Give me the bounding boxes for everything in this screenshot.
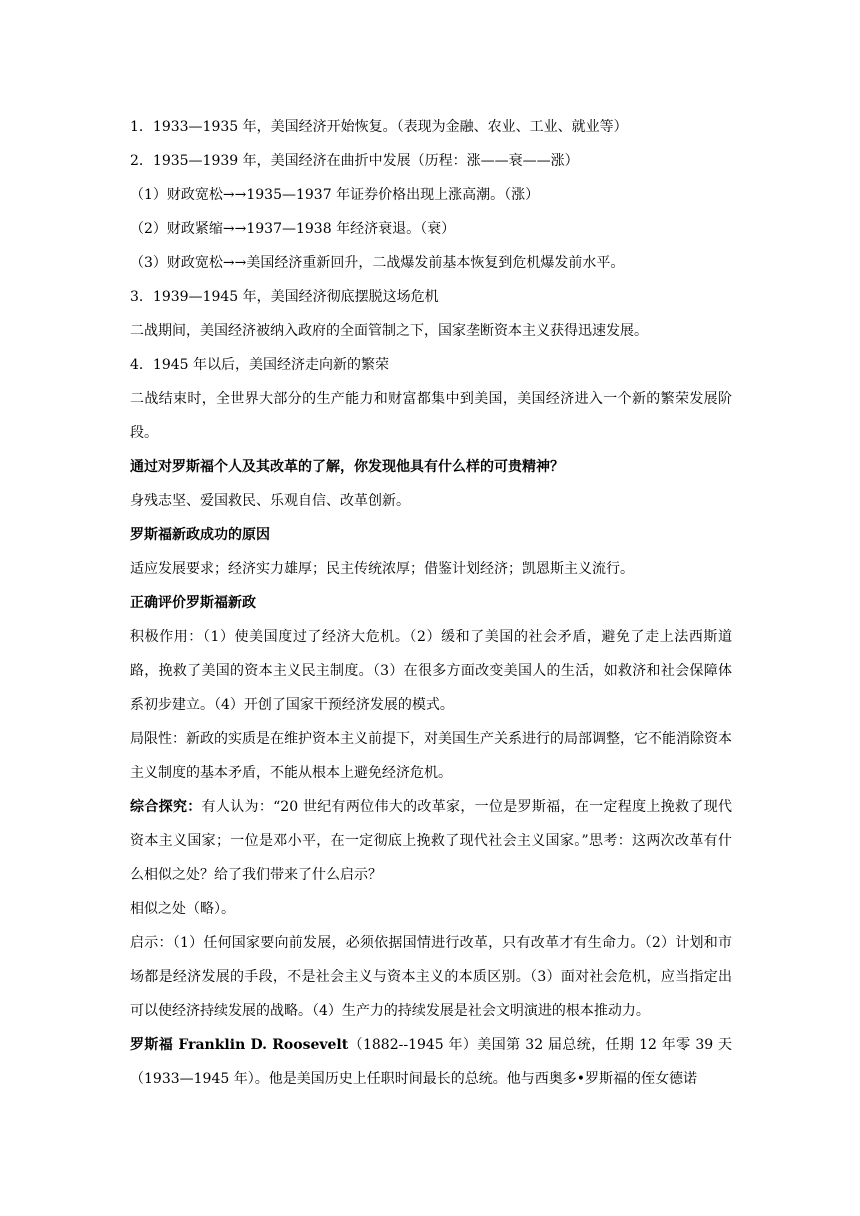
line-1935-1939: 2．1935—1939 年，美国经济在曲折中发展（历程：涨——衰——涨）	[130, 153, 579, 169]
success-reasons-heading: 罗斯福新政成功的原因	[130, 527, 270, 543]
document-body	[130, 110, 732, 1096]
inquiry-insights: 启示：（1）任何国家要向前发展，必须依据国情进行改革，只有改革才有生命力。（2）计划和市场都是经济发展的手段，不是社会主义与资本主义的本质区别。（3）面对社会危机，应当指定出可以使经济持续发展的战略。（4）生产力的持续发展是社会文明演进的根本推动力。	[130, 935, 732, 1019]
roosevelt-bio-text: （1882--1945 年）美国第 32 届总统，任期 12 年零 39 天（1933—1945 年）。他是美国历史上任职时间最长的总统。他与西奥多•罗斯福的侄女德诺	[130, 1037, 732, 1087]
inquiry-similarities: 相似之处（略）。	[130, 901, 235, 917]
line-phase-1: （1）财政宽松→→1935—1937 年证券价格出现上涨高潮。（涨）	[130, 187, 540, 203]
line-phase-3: （3）财政宽松→→美国经济重新回升，二战爆发前基本恢复到危机爆发前水平。	[130, 255, 625, 271]
inquiry-label: 综合探究：	[130, 799, 202, 815]
line-postwar-prosperity: 二战结束时，全世界大部分的生产能力和财富都集中到美国，美国经济进入一个新的繁荣发展阶段。	[130, 391, 732, 441]
question-spirit-answer: 身残志坚、爱国救民、乐观自信、改革创新。	[130, 493, 410, 509]
inquiry-text: 有人认为：“20 世纪有两位伟大的改革家，一位是罗斯福，在一定程度上挽救了现代资本主义国家；一位是邓小平，在一定彻底上挽救了现代社会主义国家。”思考：这两次改革有什么相似之处？给了我们带来了什么启示？	[130, 799, 733, 883]
line-phase-2: （2）财政紧缩→→1937—1938 年经济衰退。（衰）	[130, 221, 456, 237]
inquiry-paragraph	[130, 790, 732, 892]
roosevelt-name: 罗斯福 Franklin D. Roosevelt	[130, 1037, 349, 1053]
evaluation-heading: 正确评价罗斯福新政	[130, 595, 256, 611]
question-spirit-heading: 通过对罗斯福个人及其改革的了解，你发现他具有什么样的可贵精神？	[130, 459, 564, 475]
line-1933-1935: 1．1933—1935 年，美国经济开始恢复。（表现为金融、农业、工业、就业等）	[130, 119, 628, 135]
success-reasons-answer: 适应发展要求；经济实力雄厚；民主传统浓厚；借鉴计划经济；凯恩斯主义流行。	[130, 561, 634, 577]
line-1939-1945: 3．1939—1945 年，美国经济彻底摆脱这场危机	[130, 289, 439, 305]
roosevelt-bio	[130, 1028, 732, 1096]
evaluation-limitation: 局限性：新政的实质是在维护资本主义前提下，对美国生产关系进行的局部调整，它不能消除资本主义制度的基本矛盾，不能从根本上避免经济危机。	[130, 731, 732, 781]
line-wartime: 二战期间，美国经济被纳入政府的全面管制之下，国家垄断资本主义获得迅速发展。	[130, 323, 648, 339]
evaluation-positive: 积极作用：（1）使美国度过了经济大危机。（2）缓和了美国的社会矛盾，避免了走上法西斯道路，挽救了美国的资本主义民主制度。（3）在很多方面改变美国人的生活，如救济和社会保障体系初步建立。（4）开创了国家干预经济发展的模式。	[130, 629, 732, 713]
line-after-1945: 4．1945 年以后，美国经济走向新的繁荣	[130, 357, 389, 373]
